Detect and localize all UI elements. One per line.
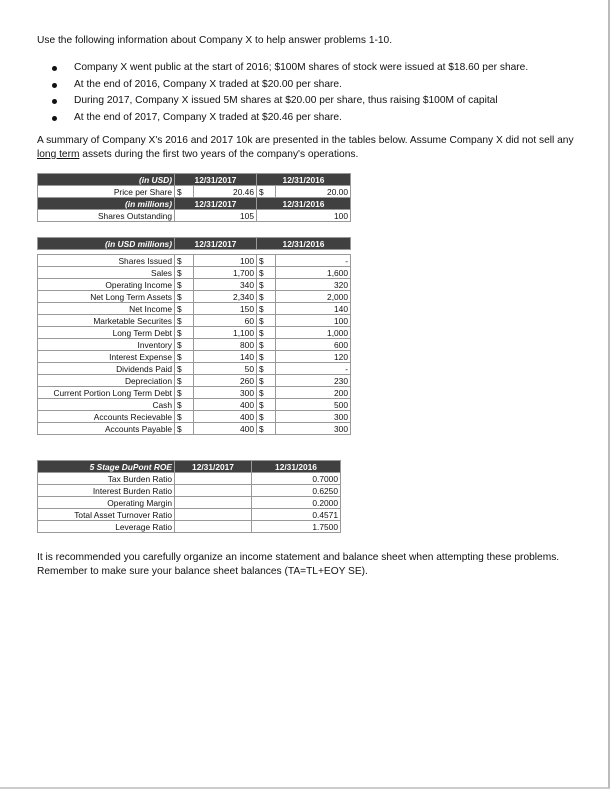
table-row: Dividends Paid $ 50 $ - <box>38 363 351 375</box>
bullet-item: At the end of 2016, Company X traded at $20.00 per share. <box>52 77 528 94</box>
table-row: Shares Issued $ 100 $ - <box>38 255 351 267</box>
bullet-dot-icon <box>52 116 57 121</box>
table-row: Net Income $ 150 $ 140 <box>38 303 351 315</box>
bullet-item: At the end of 2017, Company X traded at $20.46 per share. <box>52 110 528 127</box>
table-row: Total Asset Turnover Ratio 0.4571 <box>38 509 341 521</box>
table-row: Long Term Debt $ 1,100 $ 1,000 <box>38 327 351 339</box>
bullet-dot-icon <box>52 66 57 71</box>
bullet-dot-icon <box>52 99 57 104</box>
table-row: Tax Burden Ratio 0.7000 <box>38 473 341 485</box>
table-row: Interest Burden Ratio 0.6250 <box>38 485 341 497</box>
financials-table <box>37 237 351 435</box>
table-header-row: 5 Stage DuPont ROE 12/31/2017 12/31/2016 <box>38 461 341 473</box>
bullet-item: Company X went public at the start of 2016; $100M shares of stock were issued at $18.60 per share. <box>52 60 528 77</box>
table-header-row: (in USD millions) 12/31/2017 12/31/2016 <box>38 238 351 250</box>
table-row: Price per Share $ 20.46 $ 20.00 <box>38 186 351 198</box>
bullet-item: During 2017, Company X issued 5M shares at $20.00 per share, thus raising $100M of capital <box>52 93 528 110</box>
table-row: Cash $ 400 $ 500 <box>38 399 351 411</box>
table-row: Accounts Recievable $ 400 $ 300 <box>38 411 351 423</box>
table-row: Current Portion Long Term Debt $ 300 $ 200 <box>38 387 351 399</box>
table-row: Accounts Payable $ 400 $ 300 <box>38 423 351 435</box>
table-header-row: (in USD) 12/31/2017 12/31/2016 <box>38 174 351 186</box>
summary-paragraph: A summary of Company X's 2016 and 2017 10k are presented in the tables below. Assume Company X did not sell any long term assets during the first two years of the company's operations. <box>37 135 574 160</box>
table-row: Shares Outstanding 105 100 <box>38 210 351 222</box>
table-row: Marketable Securites $ 60 $ 100 <box>38 315 351 327</box>
bullet-list <box>52 60 528 126</box>
bullet-dot-icon <box>52 83 57 88</box>
footer-paragraph: It is recommended you carefully organize an income statement and balance sheet when attempting these problems. Remember to make sure your balance sheet balances (TA=TL+EOY SE). <box>37 552 560 577</box>
dupont-table <box>37 460 341 533</box>
intro-text: Use the following information about Company X to help answer problems 1-10. <box>37 35 393 46</box>
table-row: Leverage Ratio 1.7500 <box>38 521 341 533</box>
table-row: Interest Expense $ 140 $ 120 <box>38 351 351 363</box>
table-row: Net Long Term Assets $ 2,340 $ 2,000 <box>38 291 351 303</box>
table-row: Depreciation $ 260 $ 230 <box>38 375 351 387</box>
table-header-row: (in millions) 12/31/2017 12/31/2016 <box>38 198 351 210</box>
table-row: Operating Income $ 340 $ 320 <box>38 279 351 291</box>
table-row: Inventory $ 800 $ 600 <box>38 339 351 351</box>
price-shares-table <box>37 173 351 222</box>
underlined-text: long term <box>37 148 80 160</box>
table-row: Operating Margin 0.2000 <box>38 497 341 509</box>
table-row: Sales $ 1,700 $ 1,600 <box>38 267 351 279</box>
